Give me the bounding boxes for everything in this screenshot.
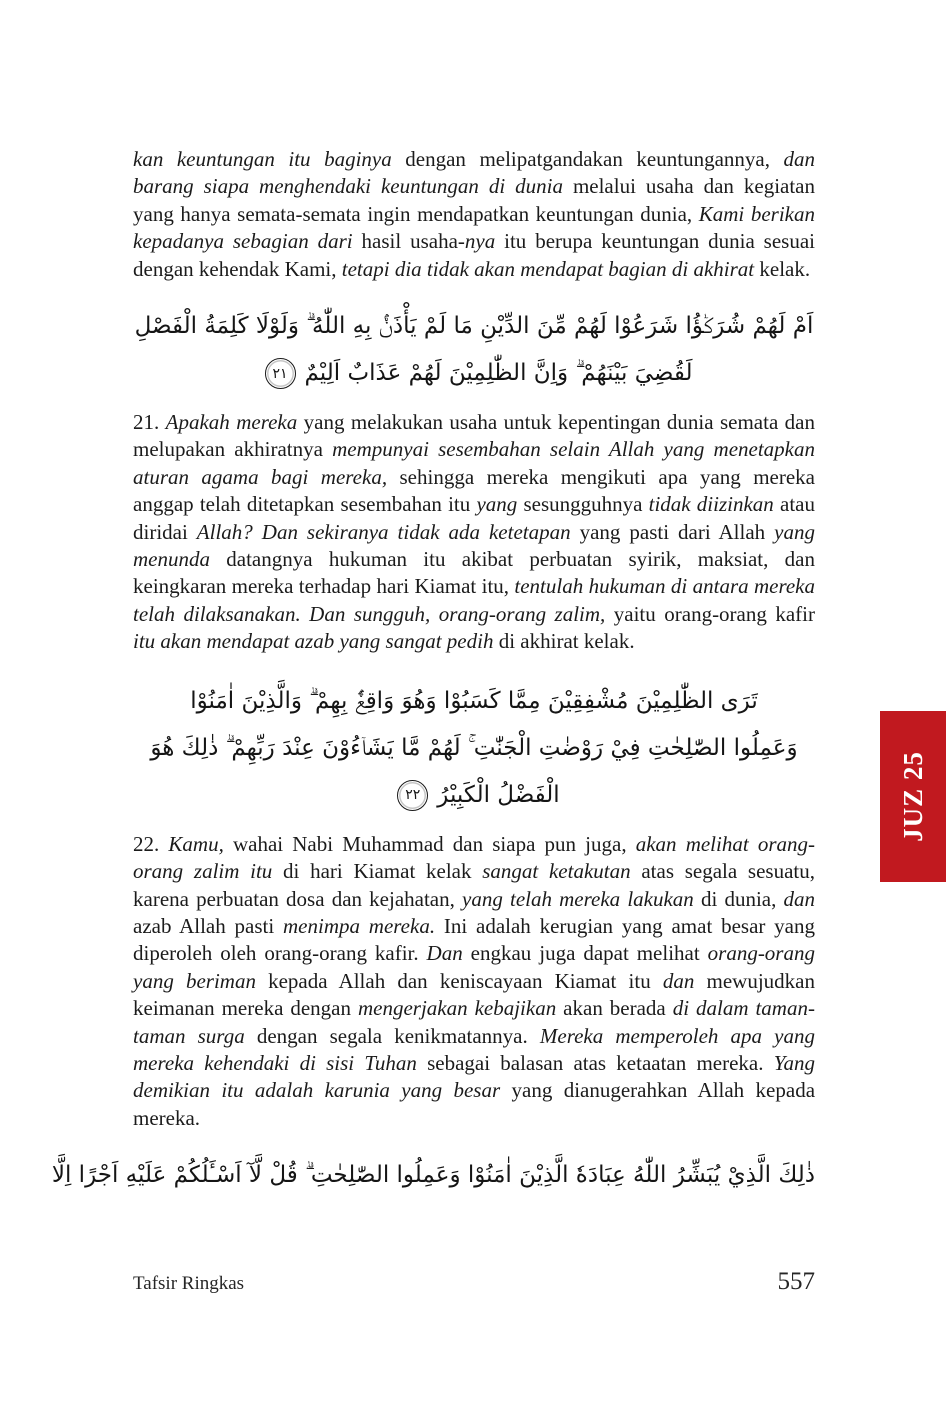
- juz-tab-label: JUZ 25: [897, 751, 928, 842]
- juz-tab: [880, 711, 946, 882]
- text-segment: yang menunda: [133, 519, 815, 572]
- text-segment: yang dianugerahkan Allah kepada mereka.: [133, 1078, 816, 1130]
- arabic-line: [133, 772, 815, 819]
- text-segment: tetapi dia tidak akan mendapat bagian di akhirat: [341, 256, 760, 281]
- ayah-number-badge: ٢١: [265, 358, 296, 389]
- arabic-verse-22: [133, 678, 815, 819]
- text-segment: Apakah mereka: [165, 410, 304, 435]
- text-segment: di dunia,: [700, 886, 784, 911]
- text-segment: melalui usaha dan kegiatan yang hanya semata-semata ingin mendapatkan keuntungan dunia,: [133, 174, 816, 226]
- arabic-text: وَعَمِلُوا الصّٰلِحٰتِ فِيْ رَوْضٰتِ الْجَنّٰتِ ۚ لَهُمْ مَّا يَشَاۤءُوْنَ عِنْدَ رَبِّهِمْ ۗ ذٰلِكَ هُوَ: [150, 734, 798, 761]
- arabic-verse-21: [133, 303, 815, 397]
- text-segment: Kamu,: [168, 831, 233, 856]
- paragraph-intro: [133, 146, 815, 283]
- text-segment: di hari Kiamat kelak: [283, 859, 483, 884]
- paragraph-22: [133, 831, 815, 1132]
- text-segment: akan melihat orang-orang zalim itu: [133, 831, 815, 884]
- footer-book-title: Tafsir Ringkas: [133, 1273, 245, 1294]
- text-segment: engkau juga dapat melihat: [470, 941, 708, 966]
- text-segment: nya: [464, 229, 505, 254]
- text-segment: mengerjakan kebajikan: [357, 996, 564, 1021]
- text-segment: yang melakukan usaha untuk kepentingan dunia semata dan melupakan akhiratnya: [133, 410, 815, 462]
- ayah-number-badge: ٢٢: [397, 780, 428, 811]
- text-segment: Yang demikian itu adalah karunia yang besar: [133, 1050, 815, 1103]
- page-footer: [133, 1268, 815, 1296]
- page-content: [51, 146, 816, 1199]
- text-segment: azab Allah pasti: [133, 913, 284, 938]
- text-segment: sangat ketakutan: [482, 859, 642, 884]
- paragraph-21: [133, 409, 815, 656]
- text-segment: mempunyai sesembahan selain Allah yang menetapkan aturan agama bagi mereka,: [133, 437, 815, 489]
- text-segment: di dalam taman-taman surga: [133, 996, 815, 1048]
- text-segment: Dan: [426, 941, 471, 966]
- text-segment: wahai Nabi Muhammad dan siapa pun juga,: [232, 831, 636, 856]
- text-segment: dengan melipatgandakan keuntungannya,: [405, 147, 784, 171]
- text-segment: akan berada: [563, 996, 673, 1021]
- text-segment: yang telah mereka lakukan: [462, 886, 701, 911]
- text-segment: 21.: [133, 410, 166, 435]
- text-segment: hasil usaha-: [361, 229, 465, 254]
- text-segment: kan keuntungan itu baginya: [133, 147, 406, 171]
- text-segment: Ini adalah kerugian yang amat besar yang diperoleh oleh orang-orang kafir.: [133, 913, 816, 966]
- text-segment: sebagai balasan atas ketaatan mereka.: [427, 1050, 774, 1075]
- arabic-text: تَرَى الظّٰلِمِيْنَ مُشْفِقِيْنَ مِمَّا كَسَبُوْا وَهُوَ وَاقِعٌۢ بِهِمْ ۗ وَالَّذِيْنَ اٰمَنُوْا: [190, 687, 758, 714]
- arabic-line: [133, 303, 815, 350]
- text-segment: orang-orang yang beriman: [133, 941, 815, 993]
- text-segment: dan: [783, 886, 815, 911]
- text-segment: menimpa mereka.: [283, 913, 444, 938]
- text-segment: dan: [662, 968, 707, 993]
- arabic-line: [51, 1152, 815, 1199]
- arabic-line: [133, 678, 815, 725]
- text-segment: atau diridai: [133, 492, 815, 544]
- text-segment: kelak.: [759, 256, 811, 281]
- arabic-text: لَقُضِيَ بَيْنَهُمْ ۗ وَاِنَّ الظّٰلِمِيْنَ لَهُمْ عَذَابٌ اَلِيْمٌ: [304, 360, 693, 387]
- text-segment: 22.: [133, 831, 169, 856]
- text-segment: kepada Allah dan keniscayaan Kiamat itu: [268, 968, 663, 993]
- text-segment: yaitu orang-orang kafir: [613, 601, 815, 626]
- text-segment: mewujudkan keimanan mereka dengan: [133, 968, 815, 1021]
- text-segment: atas segala sesuatu, karena perbuatan dosa dan kejahatan,: [133, 859, 815, 911]
- text-segment: Mereka memperoleh apa yang mereka kehendaki di sisi Tuhan: [133, 1023, 815, 1075]
- arabic-line: [133, 725, 815, 772]
- text-segment: sesungguhnya: [523, 492, 649, 517]
- text-segment: yang pasti dari Allah: [579, 519, 775, 544]
- text-segment: dengan segala kenikmatannya.: [256, 1023, 540, 1048]
- arabic-text: ذٰلِكَ الَّذِيْ يُبَشِّرُ اللّٰهُ عِبَادَهٗ الَّذِيْنَ اٰمَنُوْا وَعَمِلُوا الصّٰلِحٰتِ ۗ قُلْ لَّآ اَسْـَٔلُكُمْ عَلَيْهِ اَجْرًا اِلَّا: [51, 1162, 815, 1189]
- page-number: 557: [777, 1268, 815, 1295]
- text-segment: dan barang siapa menghendaki keuntungan di dunia: [133, 147, 815, 199]
- text-segment: Kami berikan kepadanya sebagian dari: [133, 201, 816, 254]
- text-segment: itu akan mendapat azab yang sangat pedih: [133, 629, 499, 654]
- arabic-verse-23-partial: [51, 1152, 815, 1199]
- text-segment: Allah? Dan sekiranya tidak ada ketetapan: [196, 519, 580, 544]
- text-segment: di akhirat kelak.: [498, 629, 635, 654]
- arabic-text: اَمْ لَهُمْ شُرَكٰۤؤُا شَرَعُوْا لَهُمْ مِّنَ الدِّيْنِ مَا لَمْ يَأْذَنْۢ بِهِ اللّٰهُ ۗ وَلَوْلَا كَلِمَةُ الْفَصْلِ: [134, 313, 814, 340]
- text-segment: sehingga mereka mengikuti apa yang mereka anggap telah ditetapkan sesembahan itu: [133, 464, 815, 517]
- text-segment: itu berupa keuntungan dunia sesuai dengan kehendak Kami,: [133, 229, 815, 281]
- text-segment: datangnya hukuman itu akibat perbuatan syirik, maksiat, dan keingkaran mereka terhadap hari Kiamat itu,: [133, 547, 815, 599]
- arabic-line: [133, 350, 815, 397]
- text-segment: tidak diizinkan: [648, 492, 780, 517]
- arabic-text: الْفَضْلُ الْكَبِيْرُ: [437, 781, 560, 808]
- text-segment: yang: [476, 492, 524, 517]
- text-segment: tentulah hukuman di antara mereka telah dilaksanakan. Dan sungguh, orang-orang zalim,: [133, 574, 815, 626]
